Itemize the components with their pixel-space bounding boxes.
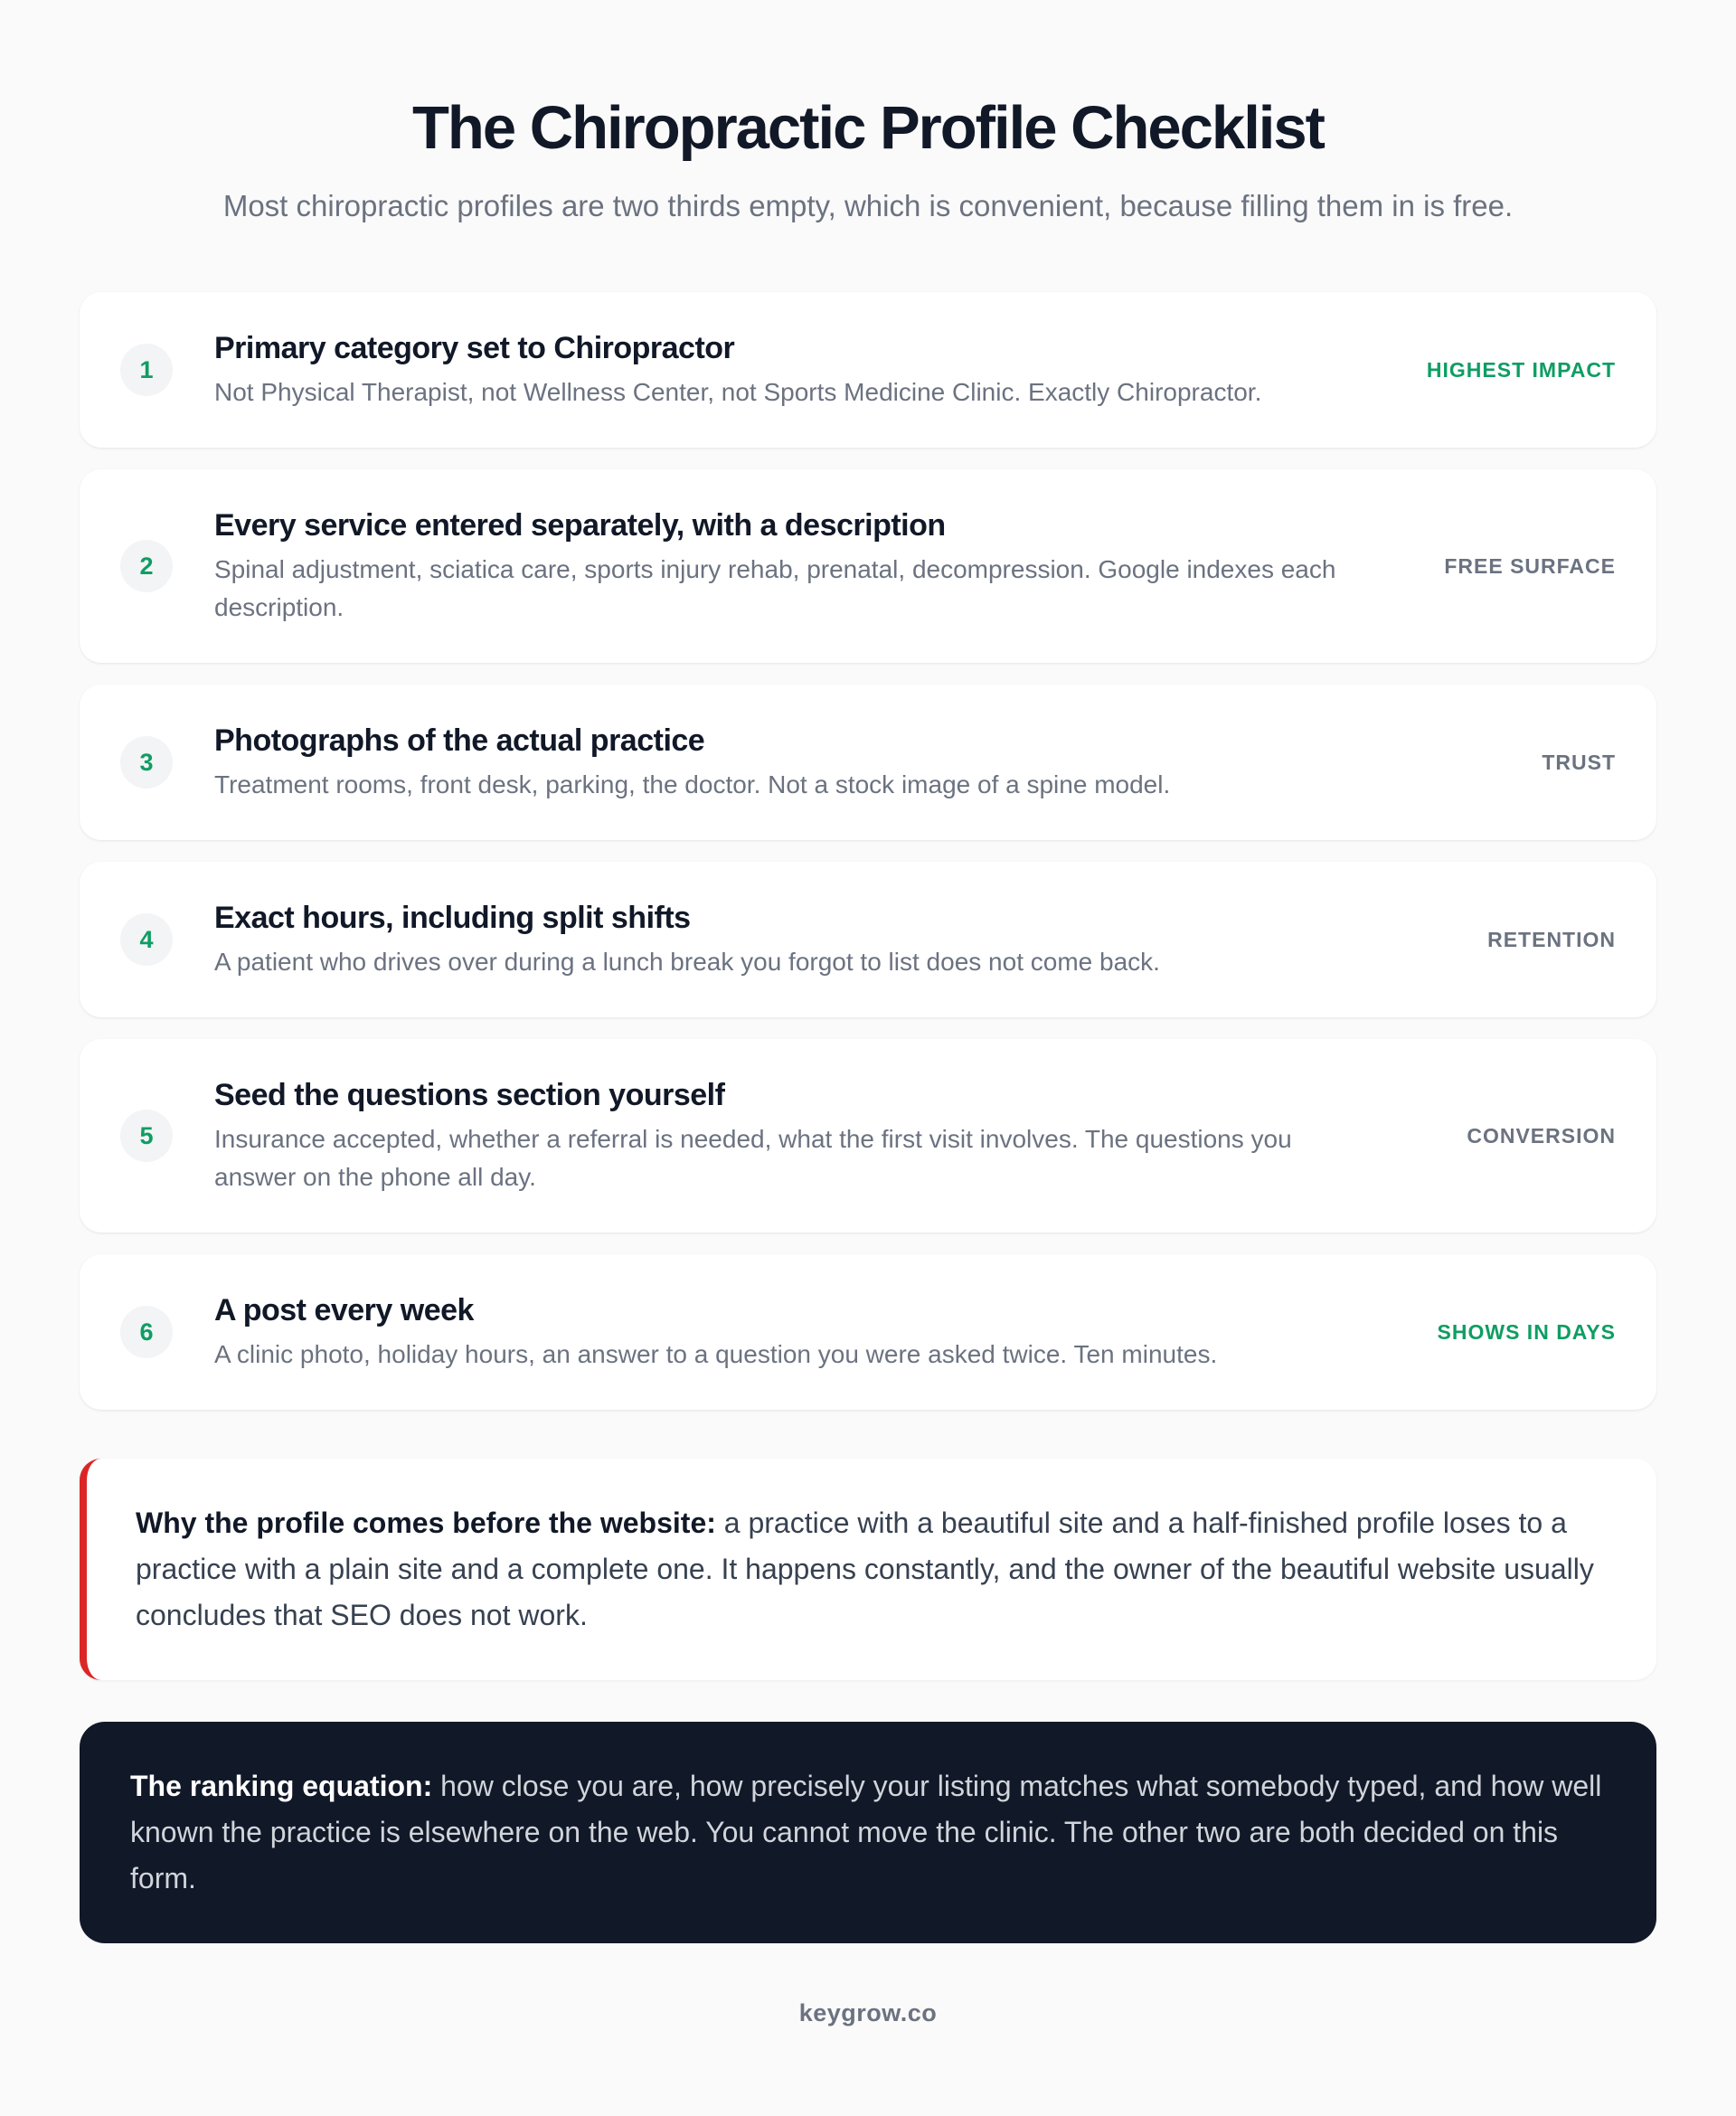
item-number-badge: 5 bbox=[120, 1110, 173, 1162]
ranking-equation-panel bbox=[80, 1722, 1656, 1943]
item-description: Treatment rooms, front desk, parking, the doctor. Not a stock image of a spine model. bbox=[214, 770, 1171, 798]
checklist-item-3 bbox=[80, 685, 1656, 840]
item-number-badge: 3 bbox=[120, 736, 173, 789]
item-description: A patient who drives over during a lunch break you forgot to list does not come back. bbox=[214, 948, 1160, 976]
item-title: Exact hours, including split shifts bbox=[214, 901, 691, 935]
item-impact-tag: HIGHEST IMPACT bbox=[1426, 357, 1616, 382]
item-impact-tag: FREE SURFACE bbox=[1444, 553, 1616, 578]
checklist bbox=[80, 292, 1656, 1410]
item-description: A clinic photo, holiday hours, an answer to a question you were asked twice. Ten minutes. bbox=[214, 1340, 1218, 1368]
page-title: The Chiropractic Profile Checklist bbox=[412, 94, 1324, 162]
item-title: Photographs of the actual practice bbox=[214, 723, 705, 758]
item-body bbox=[214, 721, 1372, 804]
item-body bbox=[214, 505, 1372, 627]
item-body bbox=[214, 1075, 1372, 1196]
item-body bbox=[214, 1290, 1372, 1374]
item-description: Not Physical Therapist, not Wellness Center, not Sports Medicine Clinic. Exactly Chiropractor. bbox=[214, 378, 1262, 406]
item-description: Insurance accepted, whether a referral is needed, what the first visit involves. The questions you answer on the phone all day. bbox=[214, 1125, 1292, 1191]
item-title: Primary category set to Chiropractor bbox=[214, 331, 735, 365]
page-subtitle: Most chiropractic profiles are two thirds empty, which is convenient, because filling them in is free. bbox=[222, 189, 1514, 222]
item-title: Every service entered separately, with a description bbox=[214, 508, 946, 543]
checklist-item-6 bbox=[80, 1254, 1656, 1410]
item-impact-tag: RETENTION bbox=[1487, 927, 1616, 951]
checklist-item-5 bbox=[80, 1039, 1656, 1233]
equation-text: how close you are, how precisely your listing matches what somebody typed, and how well known the practice is elsewhere on the web. You cannot move the clinic. The other two are both decided on this form. bbox=[130, 1770, 1602, 1894]
item-number-badge: 1 bbox=[120, 344, 173, 396]
checklist-item-1 bbox=[80, 292, 1656, 448]
item-title: Seed the questions section yourself bbox=[214, 1078, 725, 1112]
equation-lead: The ranking equation: bbox=[130, 1770, 433, 1802]
checklist-item-2 bbox=[80, 469, 1656, 663]
item-description: Spinal adjustment, sciatica care, sports injury rehab, prenatal, decompression. Google indexes each description. bbox=[214, 555, 1336, 621]
item-title: A post every week bbox=[214, 1293, 474, 1327]
checklist-item-4 bbox=[80, 862, 1656, 1017]
item-number-badge: 6 bbox=[120, 1306, 173, 1358]
callout-lead: Why the profile comes before the website: bbox=[136, 1507, 716, 1539]
profile-vs-website-callout bbox=[80, 1459, 1656, 1680]
item-impact-tag: TRUST bbox=[1542, 750, 1616, 774]
item-number-badge: 4 bbox=[120, 913, 173, 966]
item-number-badge: 2 bbox=[120, 540, 173, 592]
item-body bbox=[214, 898, 1372, 981]
item-impact-tag: SHOWS IN DAYS bbox=[1437, 1319, 1616, 1344]
footer-site-link[interactable]: keygrow.co bbox=[798, 1999, 938, 2026]
item-body bbox=[214, 328, 1372, 411]
callout-text: a practice with a beautiful site and a half-finished profile loses to a practice with a plain site and a complete one. It happens constantly, and the owner of the beautiful website usually concludes that SEO does not work. bbox=[136, 1507, 1594, 1631]
item-impact-tag: CONVERSION bbox=[1467, 1123, 1616, 1148]
